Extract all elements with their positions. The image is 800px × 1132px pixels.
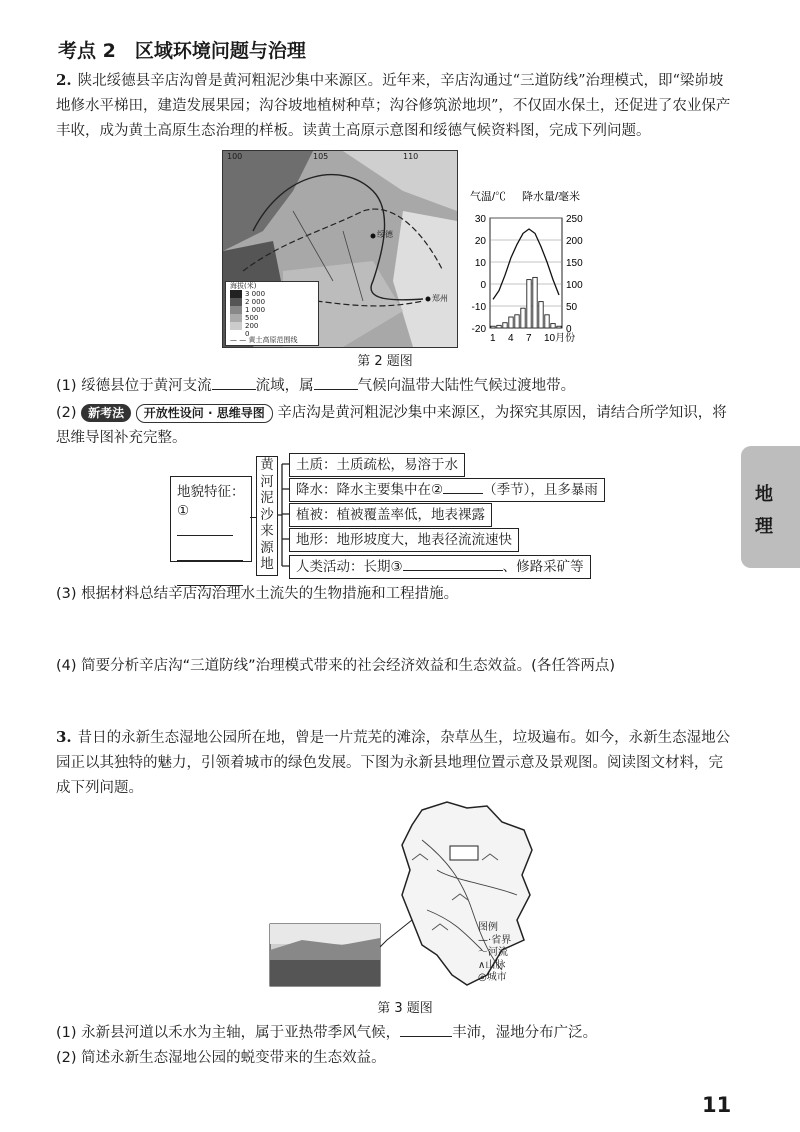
lon-label: 105 [313, 152, 329, 161]
right-tick-label: 200 [566, 236, 583, 247]
right-tick-label: 50 [566, 302, 578, 313]
precip-bar [515, 315, 519, 328]
q3-legend-title: 图例 [478, 922, 498, 933]
q3-number: 3. [56, 728, 72, 746]
legend-item: 城市 [486, 972, 507, 983]
side-tab-char: 理 [755, 516, 773, 537]
x-tick-label: 1 [490, 333, 496, 344]
left-axis-label: 气温/℃ [470, 191, 507, 203]
subject-side-tab [741, 446, 800, 568]
x-tick-label: 10月份 [544, 333, 576, 344]
place-zhengzhou: 郑州 [432, 294, 448, 303]
mindmap-center: 黄 河 泥 沙 来 源 地 [256, 456, 278, 576]
mindmap-brace [276, 450, 290, 580]
x-tick-label: 4 [508, 333, 514, 344]
mindmap-left-box: 地貌特征： ① [170, 476, 252, 562]
left-tick-label: 20 [474, 236, 486, 247]
blank-line[interactable] [212, 373, 256, 390]
q3-legend: 图例 —·省界 〜河流 ∧山脉 ◎城市 [478, 922, 512, 983]
precip-bar [491, 326, 495, 328]
mindmap-human: 人类活动：长期③ 、修路采矿等 [289, 555, 591, 579]
q2-figure-caption: 第 2 题图 [357, 354, 413, 369]
section-title: 考点 2 区域环境问题与治理 [58, 40, 306, 62]
precip-bar [527, 280, 531, 328]
suide-point [371, 234, 376, 239]
mindmap-soil: 土质：土质疏松，易溶于水 [289, 453, 465, 477]
right-tick-label: 0 [566, 324, 572, 335]
place-suide: 绥德 [377, 230, 393, 239]
climate-chart [462, 188, 600, 348]
right-tick-label: 100 [566, 280, 583, 291]
city-label-box [450, 846, 478, 860]
precip-bar [557, 326, 561, 328]
map-legend [225, 281, 319, 346]
left-tick-label: 10 [474, 258, 486, 269]
right-tick-label: 150 [566, 258, 583, 269]
mindmap-left-title: 地貌特征： [177, 484, 245, 500]
legend-item: 省界 [491, 934, 512, 946]
legend-item: 山脉 [485, 959, 506, 971]
blank-line[interactable] [314, 373, 358, 390]
q3-intro-text: 昔日的永新生态湿地公园所在地，曾是一片荒芜的滩涂，杂草丛生，垃圾遍布。如今，永新生态湿地公园正以其独特的魅力，引领着城市的绿色发展。下图为永新县地理位置示意及景观图。阅读图文材料，完成下列问题。 [56, 730, 731, 796]
q2-intro-text: 陕北绥德县辛店沟曾是黄河粗泥沙集中来源区。近年来，辛店沟通过“三道防线”治理模式，即“梁峁坡地修水平梯田，建造发展果园；沟谷坡地植树种草；沟谷修筑淤地坝”，不仅固水保土，还促进了农业保产丰收，成为黄土高原生态治理的样板。读黄土高原示意图和绥德气候资料图，完成下列问题。 [56, 73, 731, 139]
blank-line[interactable] [177, 519, 233, 536]
loess-plateau-map [222, 150, 458, 348]
q2-sub4: (4) 简要分析辛店沟“三道防线”治理模式带来的社会经济效益和生态效益。(各任答两点) [56, 658, 615, 674]
boundary-legend: — — 黄土高原范围线 [230, 336, 298, 344]
q3-intro [56, 725, 736, 801]
precip-bar [545, 315, 549, 328]
q2-sub1: (1) 绥德县位于黄河支流 流域，属 气候向温带大陆性气候过渡地带。 [56, 373, 736, 399]
mindmap-vegetation: 植被：植被覆盖率低，地表裸露 [289, 503, 492, 527]
open-question-tag: 开放性设问 · 思维导图 [136, 404, 273, 423]
precip-bar [497, 325, 501, 328]
page-number: 11 [702, 1093, 732, 1117]
q2-number: 2. [56, 71, 72, 89]
precip-bar [521, 308, 525, 328]
zhengzhou-point [426, 297, 431, 302]
right-axis-label: 降水量/毫米 [522, 191, 581, 203]
legend-title: 海拔(米) [230, 282, 257, 290]
left-tick-label: 30 [474, 214, 486, 225]
right-tick-label: 250 [566, 214, 583, 225]
mindmap-precip: 降水：降水主要集中在② （季节），且多暴雨 [289, 478, 605, 502]
q3-sub1: (1) 永新县河道以禾水为主轴，属于亚热带季风气候， 丰沛，湿地分布广泛。 [56, 1020, 736, 1046]
precip-bar [533, 277, 537, 328]
x-tick-label: 7 [526, 333, 532, 344]
lon-label: 100 [227, 152, 243, 161]
left-tick-label: -10 [471, 302, 486, 313]
q2-sub2: (2) 新考法 开放性设问 · 思维导图 辛店沟是黄河粗泥沙集中来源区，为探究其原因，请结合所学知识，将思维导图补充完整。 [56, 405, 727, 446]
side-tab-char: 地 [755, 484, 773, 505]
elevation-swatches [230, 290, 242, 338]
blank-line[interactable] [177, 544, 243, 561]
q2-intro [56, 68, 736, 144]
blank-line[interactable] [400, 1020, 452, 1037]
q3-figure-caption: 第 3 题图 [377, 1001, 433, 1016]
q2-sub3: (3) 根据材料总结辛店沟治理水土流失的生物措施和工程措施。 [56, 586, 459, 602]
left-tick-label: -20 [471, 324, 486, 335]
blank-line[interactable] [443, 480, 483, 494]
q3-sub2: (2) 简述永新生态湿地公园的蜕变带来的生态效益。 [56, 1050, 386, 1066]
mindmap-terrain: 地形：地形坡度大，地表径流流速快 [289, 528, 519, 552]
precip-bar [551, 324, 555, 328]
elevation-levels: 3 000 2 000 1 000 500 200 0 [245, 290, 266, 338]
left-tick-label: 0 [480, 280, 486, 291]
new-method-tag: 新考法 [81, 404, 131, 422]
precip-bar [503, 323, 507, 328]
precip-bar [539, 302, 543, 328]
precip-bar [509, 317, 513, 328]
legend-item: 河流 [488, 947, 508, 958]
temperature-line [493, 229, 559, 299]
lon-label: 110 [403, 152, 419, 161]
blank-line[interactable] [403, 557, 503, 571]
